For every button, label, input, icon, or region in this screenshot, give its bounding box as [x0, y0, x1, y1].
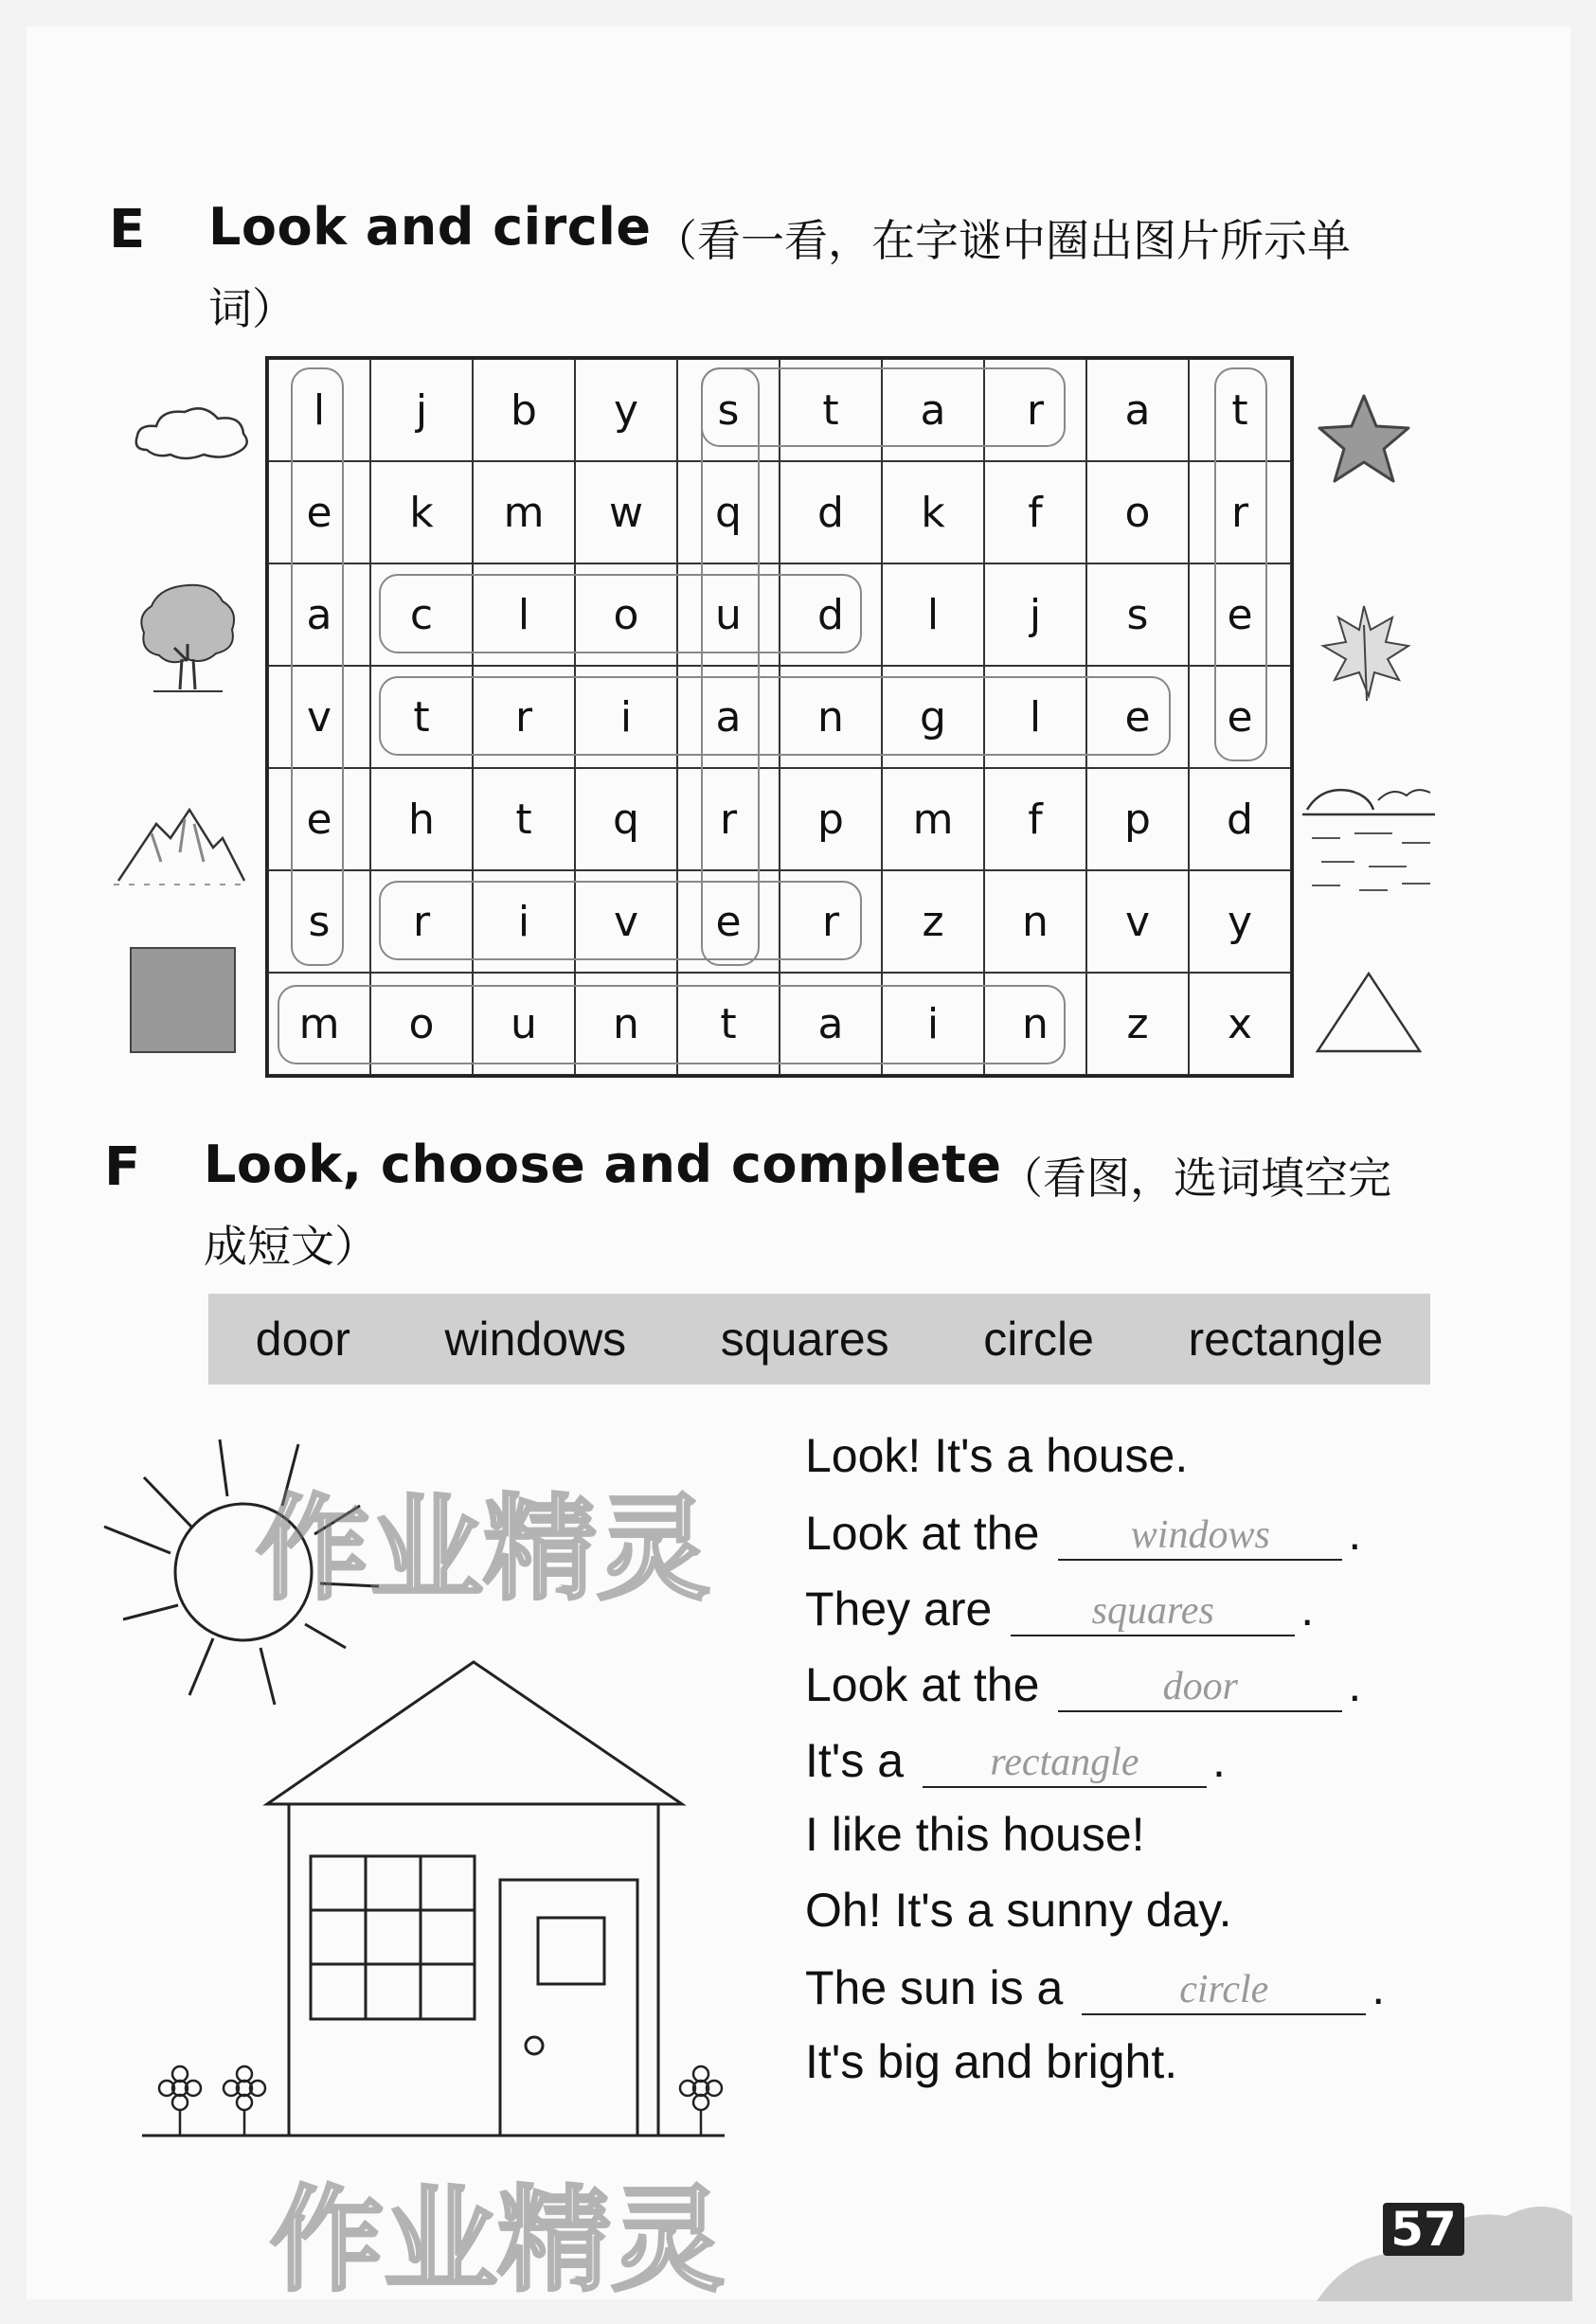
puzzle-cell[interactable]: t	[677, 973, 780, 1075]
watermark: 作业精灵	[270, 2175, 725, 2307]
puzzle-cell[interactable]: w	[575, 461, 677, 563]
passage-text: Look at the	[805, 1507, 1040, 1560]
puzzle-cell[interactable]: h	[370, 768, 473, 870]
puzzle-cell[interactable]: i	[882, 973, 984, 1075]
passage-line-5	[805, 1731, 1226, 1788]
passage-line-9	[805, 2034, 1177, 2089]
period: .	[1211, 1734, 1226, 1787]
puzzle-cell[interactable]: n	[984, 870, 1086, 973]
puzzle-cell[interactable]: d	[1189, 768, 1291, 870]
puzzle-cell[interactable]: n	[780, 666, 882, 768]
puzzle-cell[interactable]: j	[370, 359, 473, 461]
puzzle-cell[interactable]: f	[984, 768, 1086, 870]
word-bank-item: windows	[444, 1313, 627, 1366]
section-e-letter: E	[109, 199, 146, 260]
answer-blank-door[interactable]	[1058, 1655, 1342, 1712]
puzzle-cell[interactable]: u	[677, 563, 780, 666]
answer-text: squares	[1091, 1589, 1214, 1633]
puzzle-cell[interactable]: r	[1189, 461, 1291, 563]
puzzle-cell[interactable]: l	[984, 666, 1086, 768]
page-number: 57	[1383, 2203, 1464, 2256]
puzzle-cell[interactable]: s	[677, 359, 780, 461]
puzzle-cell[interactable]: k	[882, 461, 984, 563]
period: .	[1300, 1582, 1315, 1636]
puzzle-cell[interactable]: m	[473, 461, 575, 563]
puzzle-cell[interactable]: l	[473, 563, 575, 666]
star-picture	[1312, 388, 1416, 488]
answer-blank-rectangle[interactable]	[923, 1731, 1207, 1788]
period: .	[1372, 1961, 1386, 2014]
puzzle-cell[interactable]: r	[984, 359, 1086, 461]
puzzle-cell[interactable]: u	[473, 973, 575, 1075]
puzzle-cell[interactable]: s	[268, 870, 370, 973]
answer-text: door	[1162, 1665, 1238, 1708]
passage-text: Oh! It's a sunny day.	[805, 1884, 1232, 1937]
puzzle-cell[interactable]: a	[1086, 359, 1189, 461]
word-bank-item: squares	[720, 1313, 889, 1366]
puzzle-cell[interactable]: e	[1189, 666, 1291, 768]
cloud-picture	[128, 398, 256, 474]
answer-text: rectangle	[990, 1741, 1139, 1784]
puzzle-cell[interactable]: y	[575, 359, 677, 461]
section-e-instruction-2: 词）	[208, 283, 296, 334]
puzzle-cell[interactable]: t	[1189, 359, 1291, 461]
answer-blank-squares[interactable]	[1011, 1580, 1295, 1636]
puzzle-cell[interactable]: z	[882, 870, 984, 973]
puzzle-cell[interactable]: m	[268, 973, 370, 1075]
passage-text: I like this house!	[805, 1808, 1145, 1861]
section-f-instruction-2: 成短文）	[204, 1221, 378, 1272]
word-search-grid	[265, 356, 1294, 1078]
puzzle-cell[interactable]: l	[268, 359, 370, 461]
passage-text: Look at the	[805, 1658, 1040, 1711]
period: .	[1348, 1507, 1362, 1560]
section-f-title: Look, choose and complete	[204, 1135, 1002, 1194]
passage-line-8	[805, 1958, 1385, 2015]
puzzle-cell[interactable]: b	[473, 359, 575, 461]
puzzle-cell[interactable]: i	[575, 666, 677, 768]
puzzle-cell[interactable]: q	[575, 768, 677, 870]
puzzle-cell[interactable]: l	[882, 563, 984, 666]
leaf-picture	[1312, 597, 1416, 710]
puzzle-cell[interactable]: a	[780, 973, 882, 1075]
puzzle-cell[interactable]: r	[473, 666, 575, 768]
section-e-instruction: （看一看，在字谜中圈出图片所示单	[654, 215, 1351, 266]
answer-text: circle	[1179, 1968, 1269, 2011]
puzzle-cell[interactable]: r	[677, 768, 780, 870]
section-f-letter: F	[104, 1136, 141, 1198]
word-bank-item: door	[255, 1313, 350, 1366]
puzzle-cell[interactable]: n	[575, 973, 677, 1075]
section-f-instruction: （看图，选词填空完	[999, 1153, 1391, 1204]
puzzle-cell[interactable]: q	[677, 461, 780, 563]
period: .	[1348, 1658, 1362, 1711]
puzzle-cell[interactable]: e	[677, 870, 780, 973]
passage-line-7	[805, 1883, 1232, 1938]
puzzle-cell[interactable]: o	[1086, 461, 1189, 563]
puzzle-cell[interactable]: z	[1086, 973, 1189, 1075]
passage-text: It's big and bright.	[805, 2035, 1178, 2088]
puzzle-cell[interactable]: v	[1086, 870, 1189, 973]
puzzle-cell[interactable]: o	[370, 973, 473, 1075]
triangle-picture	[1312, 968, 1426, 1055]
puzzle-cell[interactable]: t	[473, 768, 575, 870]
passage-text: It's a	[805, 1734, 905, 1787]
puzzle-cell[interactable]: s	[1086, 563, 1189, 666]
answer-blank-windows[interactable]	[1058, 1504, 1342, 1561]
puzzle-cell[interactable]: e	[1189, 563, 1291, 666]
house-icon	[142, 1662, 725, 2136]
puzzle-cell[interactable]: n	[984, 973, 1086, 1075]
passage-text: The sun is a	[805, 1961, 1064, 2014]
answer-text: windows	[1130, 1513, 1270, 1557]
puzzle-cell[interactable]: p	[780, 768, 882, 870]
puzzle-cell[interactable]: k	[370, 461, 473, 563]
puzzle-cell[interactable]: p	[1086, 768, 1189, 870]
puzzle-cell[interactable]: f	[984, 461, 1086, 563]
puzzle-cell[interactable]: m	[882, 768, 984, 870]
watermark: 作业精灵	[256, 1484, 710, 1616]
puzzle-cell[interactable]: i	[473, 870, 575, 973]
puzzle-cell[interactable]: v	[575, 870, 677, 973]
passage-line-2	[805, 1504, 1361, 1561]
puzzle-cell[interactable]: v	[268, 666, 370, 768]
puzzle-cell[interactable]: d	[780, 461, 882, 563]
puzzle-cell[interactable]: r	[780, 870, 882, 973]
puzzle-cell[interactable]: c	[370, 563, 473, 666]
puzzle-cell[interactable]: o	[575, 563, 677, 666]
answer-blank-circle[interactable]	[1082, 1958, 1366, 2015]
passage-line-4	[805, 1655, 1361, 1712]
puzzle-cell[interactable]: t	[780, 359, 882, 461]
mountain-picture	[114, 796, 246, 890]
square-picture	[130, 947, 236, 1053]
passage-line-3	[805, 1580, 1314, 1636]
passage-line-6	[805, 1807, 1145, 1862]
puzzle-cell[interactable]: a	[882, 359, 984, 461]
puzzle-cell[interactable]: d	[780, 563, 882, 666]
puzzle-cell[interactable]: x	[1189, 973, 1291, 1075]
puzzle-cell[interactable]: e	[268, 461, 370, 563]
puzzle-cell[interactable]: e	[1086, 666, 1189, 768]
puzzle-cell[interactable]: t	[370, 666, 473, 768]
puzzle-cell[interactable]: g	[882, 666, 984, 768]
puzzle-cell[interactable]: j	[984, 563, 1086, 666]
passage-text: Look! It's a house.	[805, 1429, 1189, 1482]
tree-picture	[133, 578, 242, 696]
passage-line-1	[805, 1428, 1188, 1483]
puzzle-cell[interactable]: e	[268, 768, 370, 870]
sea-picture	[1302, 772, 1435, 904]
passage-text: They are	[805, 1582, 993, 1636]
word-bank-item: rectangle	[1188, 1313, 1384, 1366]
section-e-title: Look and circle	[208, 197, 652, 257]
puzzle-cell[interactable]: y	[1189, 870, 1291, 973]
word-bank-item: circle	[983, 1313, 1094, 1366]
puzzle-cell[interactable]: r	[370, 870, 473, 973]
puzzle-cell[interactable]: a	[677, 666, 780, 768]
puzzle-cell[interactable]: a	[268, 563, 370, 666]
word-bank	[208, 1294, 1430, 1385]
